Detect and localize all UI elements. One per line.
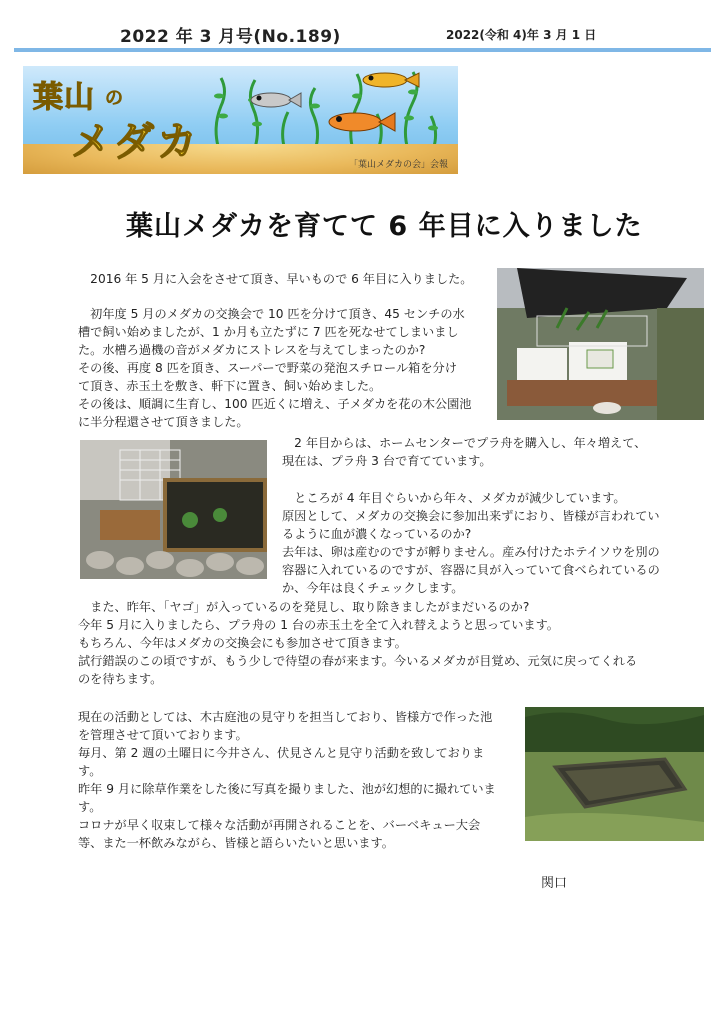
header-rule	[14, 48, 711, 52]
photo-kogoba-pond	[525, 707, 704, 841]
body-line: て頂き、赤玉土を敷き、軒下に置き、飼い始めました。	[78, 379, 382, 393]
body-line: 初年度 5 月のメダカの交換会で 10 匹を分けて頂き、45 センチの水	[78, 307, 465, 321]
photo-plastic-tubs	[80, 440, 267, 579]
body-line: その後は、順調に生育し、100 匹近くに増え、子メダカを花の木公園池	[78, 397, 472, 411]
body-line: 2016 年 5 月に入会をさせて頂き、早いもので 6 年目に入りました。	[78, 272, 473, 286]
newsletter-banner	[23, 66, 458, 174]
body-line: もちろん、今年はメダカの交換会にも参加させて頂きます。	[78, 636, 407, 650]
body-line: す。	[78, 800, 102, 814]
body-line: 槽で飼い始めましたが、1 か月も立たずに 7 匹を死なせてしまいまし	[78, 325, 459, 339]
body-line: す。	[78, 764, 102, 778]
body-line: 試行錯誤のこの頃ですが、もう少しで待望の春が来ます。今いるメダカが目覚め、元気に戻ってくれる	[78, 654, 638, 668]
body-line: か、今年は良くチェックします。	[282, 581, 464, 595]
banner-title-hayama: 葉山	[33, 80, 95, 115]
body-line: のを待ちます。	[78, 672, 163, 686]
body-line: 容器に入れているのですが、容器に貝が入っていて食べられているの	[282, 563, 660, 577]
body-line: 原因として、メダカの交換会に参加出来ずにおり、皆様が言われてい	[282, 509, 660, 523]
body-line: また、昨年、「ヤゴ」が入っているのを発見し、取り除きましたがまだいるのか?	[78, 600, 530, 614]
body-line: るように血が濃くなっているのか?	[282, 527, 472, 541]
photo-styrofoam-boxes	[497, 268, 704, 420]
body-line: に半分程還させて頂きました。	[78, 415, 249, 429]
body-line: ところが 4 年目ぐらいから年々、メダカが減少しています。	[282, 491, 626, 505]
medaka-fish-2	[363, 73, 419, 87]
medaka-fish-1	[251, 93, 301, 107]
banner-title-no: の	[105, 88, 123, 109]
issue-number: 2022 年 3 月号(No.189)	[120, 27, 341, 47]
banner-subtitle: 「葉山メダカの会」会報	[348, 160, 448, 170]
body-line: 等、また一杯飲みながら、皆様と語らいたいと思います。	[78, 836, 394, 850]
body-line: 毎月、第 2 週の土曜日に今井さん、伏見さんと見守り活動を致しておりま	[78, 746, 485, 760]
body-line: た。水槽ろ過機の音がメダカにストレスを与えてしまったのか?	[78, 343, 426, 357]
body-line: 昨年 9 月に除草作業をした後に写真を撮りました、池が幻想的に撮れていま	[78, 782, 496, 796]
author-signature: 関口	[541, 876, 568, 891]
issue-date: 2022(令和 4)年 3 月 1 日	[446, 28, 597, 42]
banner-title-medaka: メダカ	[71, 119, 200, 165]
body-line: その後、再度 8 匹を頂き、スーパーで野菜の発泡スチロール箱を分け	[78, 361, 457, 375]
medaka-fish-3	[329, 113, 395, 131]
article-headline: 葉山メダカを育てて 6 年目に入りました	[126, 211, 643, 242]
body-line: 2 年目からは、ホームセンターでプラ舟を購入し、年々増えて、	[282, 436, 647, 450]
body-line: コロナが早く収束して様々な活動が再開されることを、バーベキュー大会	[78, 818, 481, 832]
body-line: 現在は、プラ舟 3 台で育てています。	[282, 454, 492, 468]
body-line: 現在の活動としては、木古庭池の見守りを担当しており、皆様方で作った池	[78, 710, 493, 724]
body-line: 去年は、卵は産むのですが孵りません。産み付けたホテイソウを別の	[282, 545, 660, 559]
body-line: を管理させて頂いております。	[78, 728, 248, 742]
body-line: 今年 5 月に入りましたら、プラ舟の 1 台の赤玉土を全て入れ替えようと思っています。	[78, 618, 559, 632]
